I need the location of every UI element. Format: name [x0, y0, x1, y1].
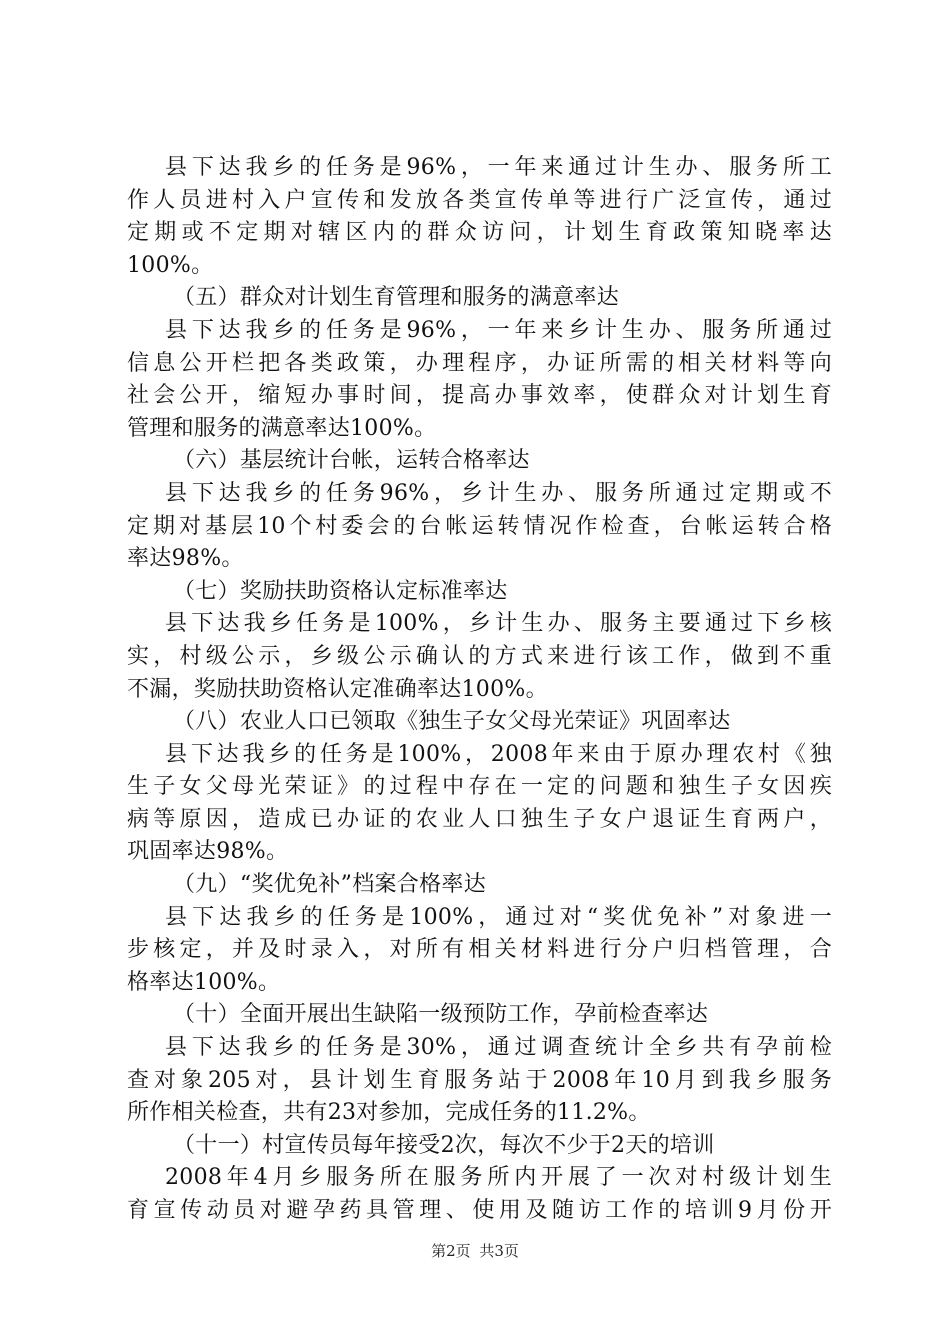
body-text-line: 所作相关检查，共有23对参加，完成任务的11.2%。: [127, 1100, 651, 1126]
body-text-line: 管理和服务的满意率达100%。: [127, 415, 437, 441]
body-text-line: 作人员进村入户宣传和发放各类宣传单等进行广泛宣传，通过: [127, 187, 832, 213]
body-text-line: 查对象205对，县计划生育服务站于2008年10月到我乡服务: [127, 1067, 832, 1093]
section-heading-line: （十）全面开展出生缺陷一级预防工作，孕前检查率达: [173, 1002, 709, 1028]
body-text-line: 县下达我乡的任务是100%，通过对“奖优免补”对象进一: [165, 904, 832, 930]
body-text-line: 病等原因，造成已办证的农业人口独生子女户退证生育两户，: [127, 806, 832, 832]
document-body: [127, 152, 832, 1228]
body-text-line: 定期或不定期对辖区内的群众访问，计划生育政策知晓率达: [127, 220, 832, 246]
body-text-line: 率达98%。: [127, 546, 244, 572]
section-heading-line: （六）基层统计台帐，运转合格率达: [173, 448, 530, 474]
section-heading-line: （五）群众对计划生育管理和服务的满意率达: [173, 285, 620, 311]
body-text-line: 生子女父母光荣证》的过程中存在一定的问题和独生子女因疾: [127, 774, 832, 800]
body-text-line: 格率达100%。: [127, 969, 281, 995]
body-text-line: 县下达我乡的任务96%，乡计生办、服务所通过定期或不: [165, 480, 832, 506]
body-text-line: 实，村级公示，乡级公示确认的方式来进行该工作，做到不重: [127, 643, 832, 669]
section-heading-line: （九）“奖优免补”档案合格率达: [173, 872, 486, 898]
body-text-line: 不漏，奖励扶助资格认定准确率达100%。: [127, 676, 548, 702]
body-text-line: 育宣传动员对避孕药具管理、使用及随访工作的培训9月份开: [127, 1198, 832, 1223]
body-text-line: 步核定，并及时录入，对所有相关材料进行分户归档管理，合: [127, 937, 832, 963]
body-text-line: 2008年4月乡服务所在服务所内开展了一次对村级计划生: [165, 1165, 832, 1191]
section-heading-line: （八）农业人口已领取《独生子女父母光荣证》巩固率达: [173, 709, 731, 735]
body-text-line: 县下达我乡的任务是30%，通过调查统计全乡共有孕前检: [165, 1035, 832, 1061]
body-text-line: 信息公开栏把各类政策，办理程序，办证所需的相关材料等向: [127, 350, 832, 376]
section-heading-line: （七）奖励扶助资格认定标准率达: [173, 578, 508, 604]
section-heading-line: （十一）村宣传员每年接受2次，每次不少于2天的培训: [173, 1132, 715, 1158]
body-text-line: 社会公开，缩短办事时间，提高办事效率，使群众对计划生育: [127, 383, 832, 409]
body-text-line: 巩固率达98%。: [127, 839, 289, 865]
body-text-line: 县下达我乡的任务是100%，2008年来由于原办理农村《独: [165, 741, 832, 767]
page-number: 第2页: [431, 1242, 471, 1260]
page-total: 共3页: [479, 1242, 519, 1260]
body-text-line: 定期对基层10个村委会的台帐运转情况作检查，台帐运转合格: [127, 513, 832, 539]
body-text-line: 县下达我乡的任务是96%，一年来通过计生办、服务所工: [165, 155, 832, 180]
body-text-line: 县下达我乡的任务是96%，一年来乡计生办、服务所通过: [165, 317, 832, 343]
body-text-line: 县下达我乡任务是100%，乡计生办、服务主要通过下乡核: [165, 611, 832, 637]
body-text-line: 100%。: [127, 252, 214, 278]
page-footer: [0, 1240, 950, 1261]
